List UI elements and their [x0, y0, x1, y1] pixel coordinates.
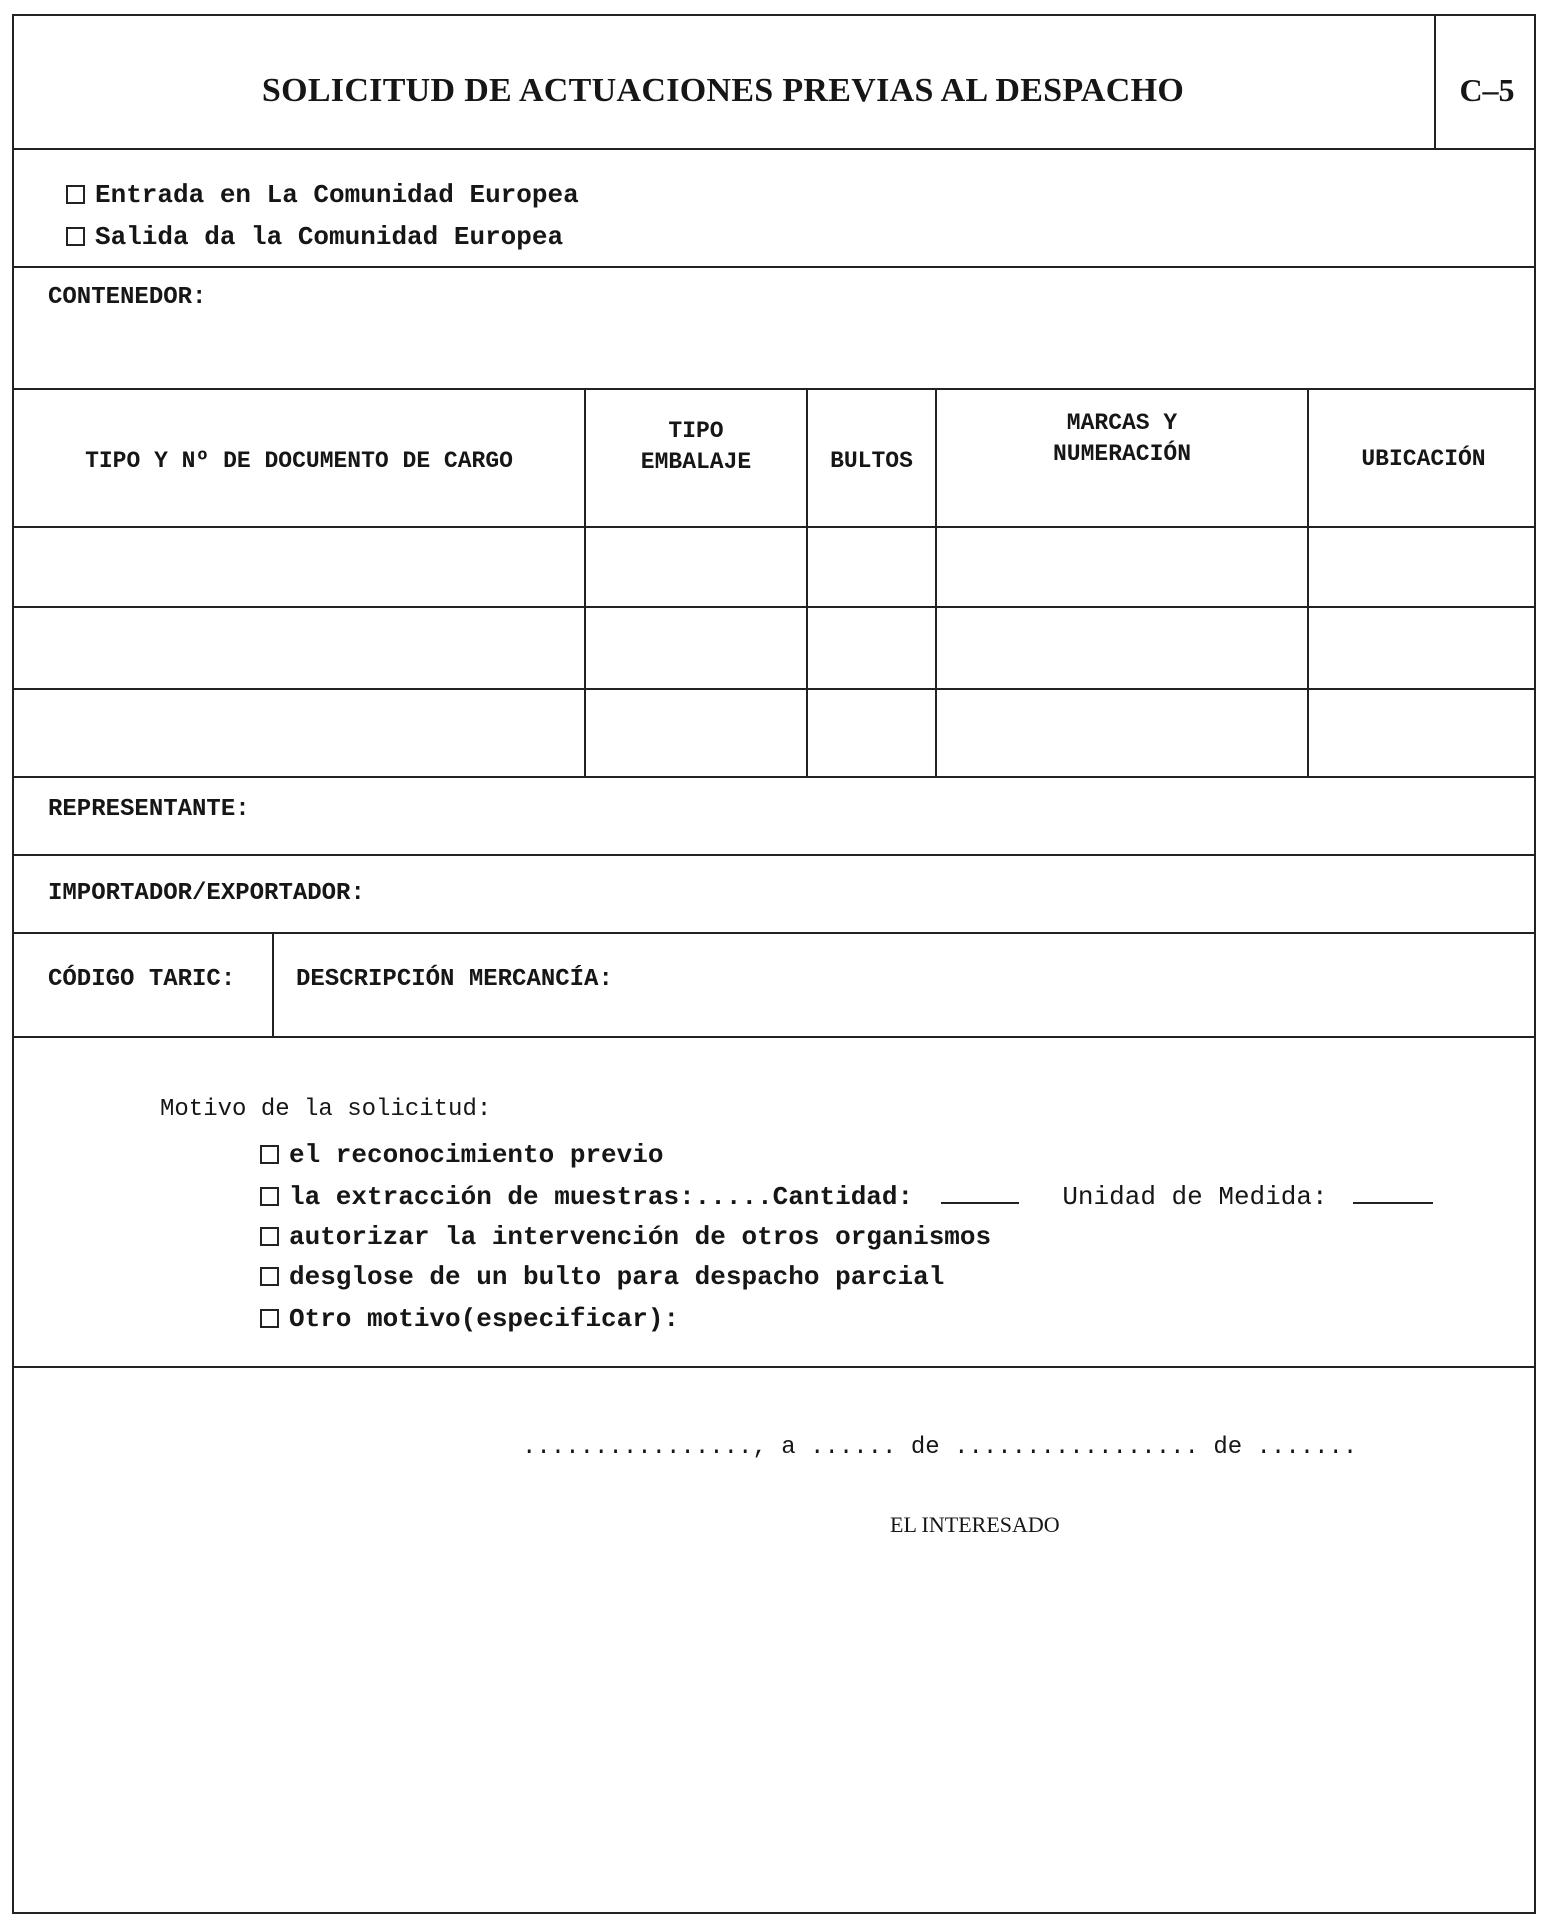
date-place-line[interactable]: ................, a ...... de ................. de ....... — [522, 1434, 1358, 1461]
motivo-option-1-label: el reconocimiento previo — [289, 1140, 664, 1170]
checkbox-otro-motivo[interactable] — [260, 1309, 279, 1328]
col-header-embalaje: TIPO EMBALAJE — [640, 418, 752, 476]
table-row-rule-2 — [14, 688, 1534, 690]
representante-field[interactable] — [284, 788, 1514, 832]
motivo-option-4-label: desglose de un bulto para despacho parcial — [289, 1262, 945, 1292]
col-header-bultos: BULTOS — [830, 448, 913, 474]
motivo-option-1[interactable] — [260, 1140, 663, 1170]
contenedor-bottom-rule — [14, 388, 1534, 390]
col-header-documento: TIPO Y Nº DE DOCUMENTO DE CARGO — [85, 448, 513, 474]
motivo-option-5[interactable] — [260, 1304, 679, 1334]
importador-label: IMPORTADOR/EXPORTADOR: — [48, 880, 365, 907]
importador-field[interactable] — [414, 872, 1514, 916]
header-bottom-rule — [14, 148, 1534, 150]
descripcion-label: DESCRIPCIÓN MERCANCÍA: — [296, 966, 613, 993]
motivo-bottom-rule — [14, 1366, 1534, 1368]
form-code: C–5 — [1459, 72, 1515, 108]
motivo-option-3[interactable] — [260, 1222, 991, 1252]
form-title: SOLICITUD DE ACTUACIONES PREVIAS AL DESPACHO — [261, 72, 1185, 109]
table-row-rule-1 — [14, 606, 1534, 608]
motivo-option-3-label: autorizar la intervención de otros organismos — [289, 1222, 992, 1252]
motivo-option-2-label: la extracción de muestras:.....Cantidad: — [289, 1182, 914, 1212]
checkbox-intervencion[interactable] — [260, 1227, 279, 1246]
checkbox-reconocimiento[interactable] — [260, 1145, 279, 1164]
taric-divider — [272, 932, 274, 1036]
checkbox-desglose[interactable] — [260, 1267, 279, 1286]
col-header-marcas: MARCAS Y NUMERACIÓN — [1052, 410, 1192, 468]
table-bottom-rule — [14, 776, 1534, 778]
option-entrada[interactable] — [66, 180, 579, 210]
checkbox-entrada[interactable] — [66, 185, 85, 204]
header-divider — [1434, 16, 1436, 148]
motivo-heading: Motivo de la solicitud: — [160, 1096, 492, 1123]
representante-bottom-rule — [14, 854, 1534, 856]
motivo-option-2[interactable] — [260, 1182, 1433, 1212]
motivo-option-5-label: Otro motivo(especificar): — [289, 1304, 680, 1334]
table-header-rule — [14, 526, 1534, 528]
contenedor-field[interactable] — [244, 278, 1504, 318]
direction-bottom-rule — [14, 266, 1534, 268]
table-row-1-documento[interactable] — [18, 530, 580, 602]
option-salida[interactable] — [66, 222, 563, 252]
representante-label: REPRESENTANTE: — [48, 796, 250, 823]
signature-area[interactable] — [714, 1556, 1214, 1856]
unidad-medida-field[interactable] — [1353, 1200, 1433, 1204]
importador-bottom-rule — [14, 932, 1534, 934]
unidad-medida-label: Unidad de Medida: — [1062, 1182, 1328, 1212]
table-row-3-documento[interactable] — [18, 692, 580, 772]
checkbox-salida[interactable] — [66, 227, 85, 246]
codigo-taric-label: CÓDIGO TARIC: — [48, 966, 236, 993]
table-row-2-documento[interactable] — [18, 610, 580, 684]
col-header-ubicacion: UBICACIÓN — [1361, 446, 1486, 472]
contenedor-label: CONTENEDOR: — [48, 284, 207, 311]
signer-label: EL INTERESADO — [890, 1512, 1060, 1537]
option-salida-label: Salida da la Comunidad Europea — [95, 222, 564, 252]
cantidad-field[interactable] — [941, 1200, 1019, 1204]
motivo-option-4[interactable] — [260, 1262, 944, 1292]
option-entrada-label: Entrada en La Comunidad Europea — [95, 180, 579, 210]
customs-request-form — [12, 14, 1536, 1914]
taric-bottom-rule — [14, 1036, 1534, 1038]
checkbox-extraccion[interactable] — [260, 1187, 279, 1206]
